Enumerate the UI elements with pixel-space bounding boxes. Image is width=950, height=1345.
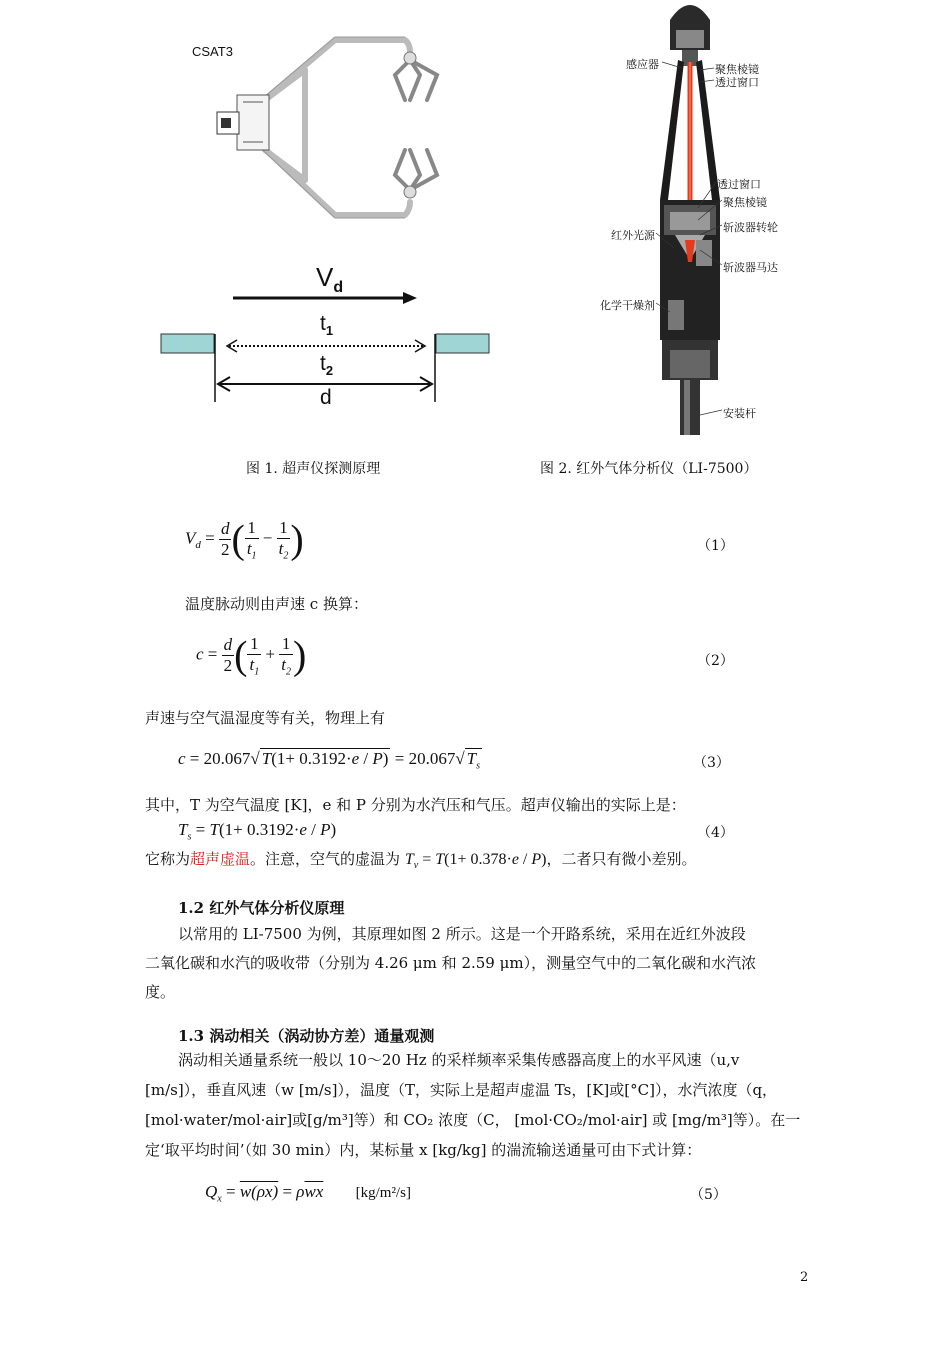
- label-desiccant: 化学干燥剂: [600, 299, 655, 312]
- t2-label: $t_2$: [320, 352, 334, 379]
- virtual-temp-text: 它称为超声虚温。注意，空气的虚温为 $T_v = T(1+ 0.378\cdot e / P)$，二者只有微小差别。: [145, 850, 697, 872]
- section-1-2-line3: 度。: [145, 983, 176, 1001]
- equation-2: c = $\frac{d}{2}$ ( $\frac{1}{t_1}$ + $\frac{1}{t_2}$ ): [196, 632, 307, 678]
- page-number: 2: [800, 1270, 809, 1285]
- equation-5-number: （5）: [690, 1187, 727, 1203]
- label-ir-source: 红外光源: [611, 229, 655, 242]
- label-window-bottom: 透过窗口: [717, 178, 761, 191]
- section-1-2-line2: 二氧化碳和水汽的吸收带（分别为 4.26 μm 和 2.59 μm），测量空气中的二氧化碳和水汽浓: [145, 954, 757, 972]
- section-1-2-heading: 1.2 红外气体分析仪原理: [178, 899, 345, 917]
- equation-4-number: （4）: [697, 825, 734, 841]
- t1-label: $t_1$: [320, 312, 334, 339]
- figure2-leader-lines: [600, 50, 740, 430]
- equation-1: $V_d$ = $\frac{d}{2}$ ( $\frac{1}{t_1}$ − $\frac{1}{t_2}$ ): [185, 516, 304, 562]
- label-window-top: 透过窗口: [715, 76, 759, 89]
- section-1-3-heading: 1.3 涡动相关（涡动协方差）通量观测: [178, 1027, 435, 1045]
- equation-4: $T_s = T(1+ 0.3192\cdot e / P)$: [178, 820, 337, 843]
- d-label: d: [320, 386, 332, 409]
- section-1-3-line1: 涡动相关通量系统一般以 10～20 Hz 的采样频率采集传感器高度上的水平风速（u,v: [178, 1051, 740, 1069]
- equation-3: c = 20.067√ T(1+ 0.3192·e / P) = 20.067√ $T_s$: [178, 749, 481, 772]
- section-1-3-line3: [mol·water/mol·air]或[g/m³]等）和 CO₂ 浓度（C， [mol·CO₂/mol·air] 或 [mg/m³]等）。在一: [145, 1111, 801, 1129]
- label-chopper-wheel: 斩波器转轮: [723, 221, 778, 234]
- equation-5: $Q_x = w(\rho x) = \rho\overline{wx}$ [kg/m²/s]: [205, 1182, 411, 1205]
- temp-pulse-text: 温度脉动则由声速 c 换算：: [185, 595, 368, 613]
- label-mount-rod: 安装杆: [723, 407, 756, 420]
- label-lens-bottom: 聚焦棱镜: [723, 196, 767, 209]
- label-lens-top: 聚焦棱镜: [715, 63, 759, 76]
- label-chopper-motor: 斩波器马达: [723, 261, 778, 274]
- sound-speed-text: 声速与空气温湿度等有关，物理上有: [145, 709, 386, 727]
- equation-1-number: （1）: [697, 538, 734, 554]
- figure1-caption: 图 1. 超声仪探测原理: [246, 461, 381, 477]
- figure1-device-label: CSAT3: [192, 44, 233, 59]
- csat3-drawing: [205, 30, 455, 230]
- ultrasonic-virtual-temp-term: 超声虚温: [190, 850, 251, 868]
- figure2-caption: 图 2. 红外气体分析仪（LI-7500）: [540, 461, 758, 477]
- label-sensor: 感应器: [626, 58, 659, 71]
- equation-3-number: （3）: [693, 755, 730, 771]
- section-1-3-line2: [m/s]），垂直风速（w [m/s]），温度（T，实际上是超声虚温 Ts，[K]或[°C]），水汽浓度（q，: [145, 1081, 778, 1099]
- equation-2-number: （2）: [697, 653, 734, 669]
- section-1-2-line1: 以常用的 LI-7500 为例，其原理如图 2 所示。这是一个开路系统，采用在近红外波段: [178, 925, 746, 943]
- vd-label: $V_d$: [316, 262, 344, 297]
- where-text: 其中，T 为空气温度 [K]，e 和 P 分别为水汽压和气压。超声仪输出的实际上是：: [145, 796, 686, 814]
- section-1-3-line4: 定‘取平均时间’（如 30 min）内，某标量 x [kg/kg] 的湍流输送通量可由下式计算：: [145, 1141, 702, 1159]
